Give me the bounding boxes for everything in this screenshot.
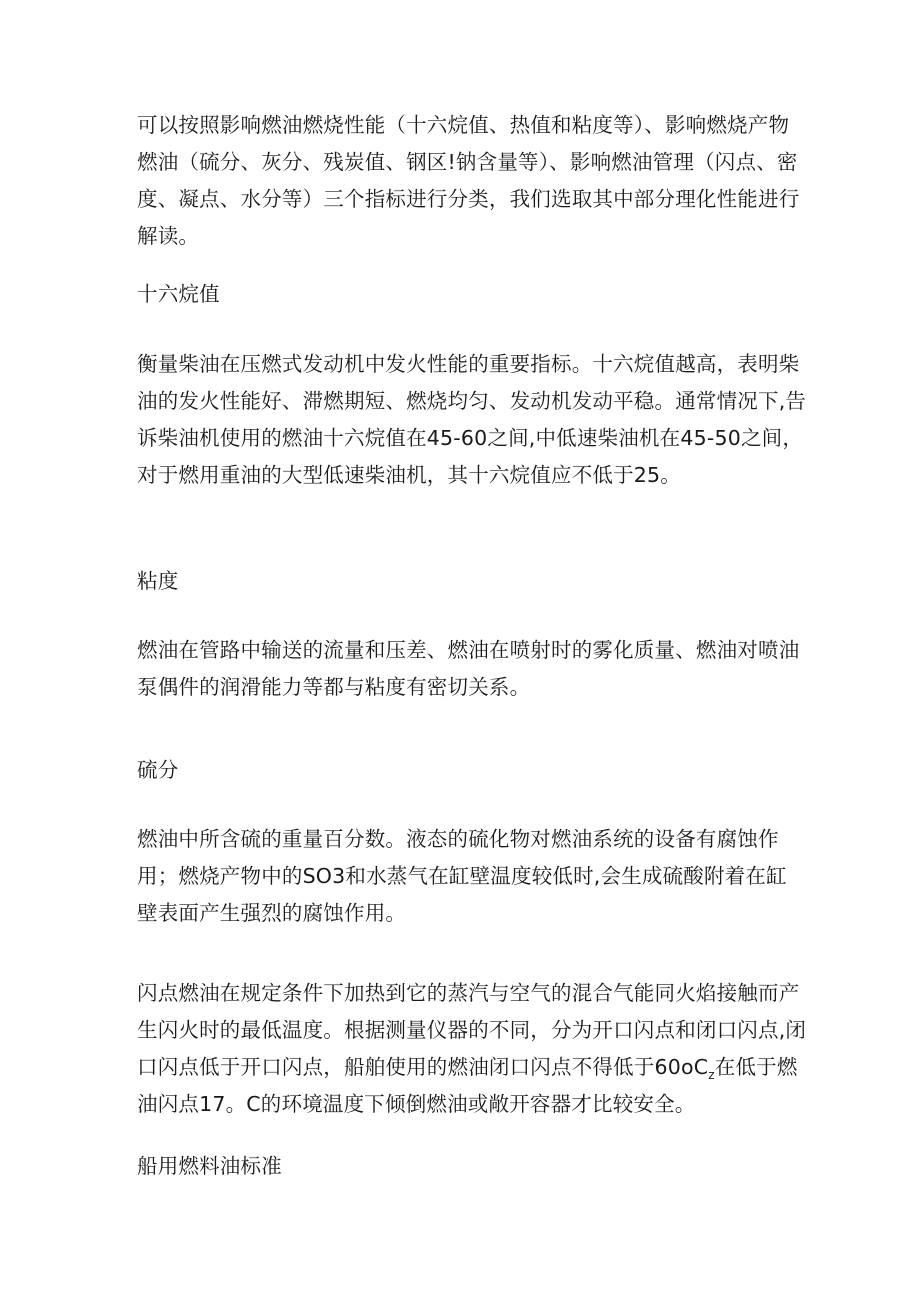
cetane-paragraph: 衡量柴油在压燃式发动机中发火性能的重要指标。十六烷值越高，表明柴油的发火性能好、滞燃期短、燃烧均匀、发动机发动平稳。通常情况下,告诉柴油机使用的燃油十六烷值在45-60之间,中低速柴油机在45-50之间，对于燃用重油的大型低速柴油机，其十六烷值应不低于25。 bbox=[137, 352, 807, 487]
flash-point-paragraph bbox=[137, 975, 807, 1123]
sulfur-paragraph: 燃油中所含硫的重量百分数。液态的硫化物对燃油系统的设备有腐蚀作用；燃烧产物中的SO3和水蒸气在缸壁温度较低时,会生成硫酸附着在缸壁表面产生强烈的腐蚀作用。 bbox=[137, 827, 787, 925]
flash-point-text-start: 闪点燃油在规定条件下加热到它的蒸汽与空气的混合气能同火焰接触而产生闪火时的最低温度。根据测量仪器的不同，分为开口闪点和闭口闪点,闭口闪点低于开口闪点，船舶使用的燃油闭口闪点不得低于60oC bbox=[137, 981, 807, 1079]
flash-point-subscript: z bbox=[708, 1068, 715, 1083]
section-heading-marine-fuel-standard: 船用燃料油标准 bbox=[137, 1154, 282, 1178]
flash-point-text-end: 在低于燃油闪点17。C的环境温度下倾倒燃油或敞开容器才比较安全。 bbox=[137, 1055, 798, 1116]
section-heading-cetane: 十六烷值 bbox=[137, 282, 220, 306]
viscosity-paragraph: 燃油在管路中输送的流量和压差、燃油在喷射时的雾化质量、燃油对喷油泵偶件的润滑能力等都与粘度有密切关系。 bbox=[137, 638, 800, 699]
intro-paragraph: 可以按照影响燃油燃烧性能（十六烷值、热值和粘度等）、影响燃烧产物燃油（硫分、灰分、残炭值、钢区!钠含量等）、影响燃油管理（闪点、密度、凝点、水分等）三个指标进行分类，我们选取其中部分理化性能进行解读。 bbox=[137, 113, 800, 248]
section-heading-viscosity: 粘度 bbox=[137, 569, 179, 593]
section-heading-sulfur: 硫分 bbox=[137, 758, 179, 782]
